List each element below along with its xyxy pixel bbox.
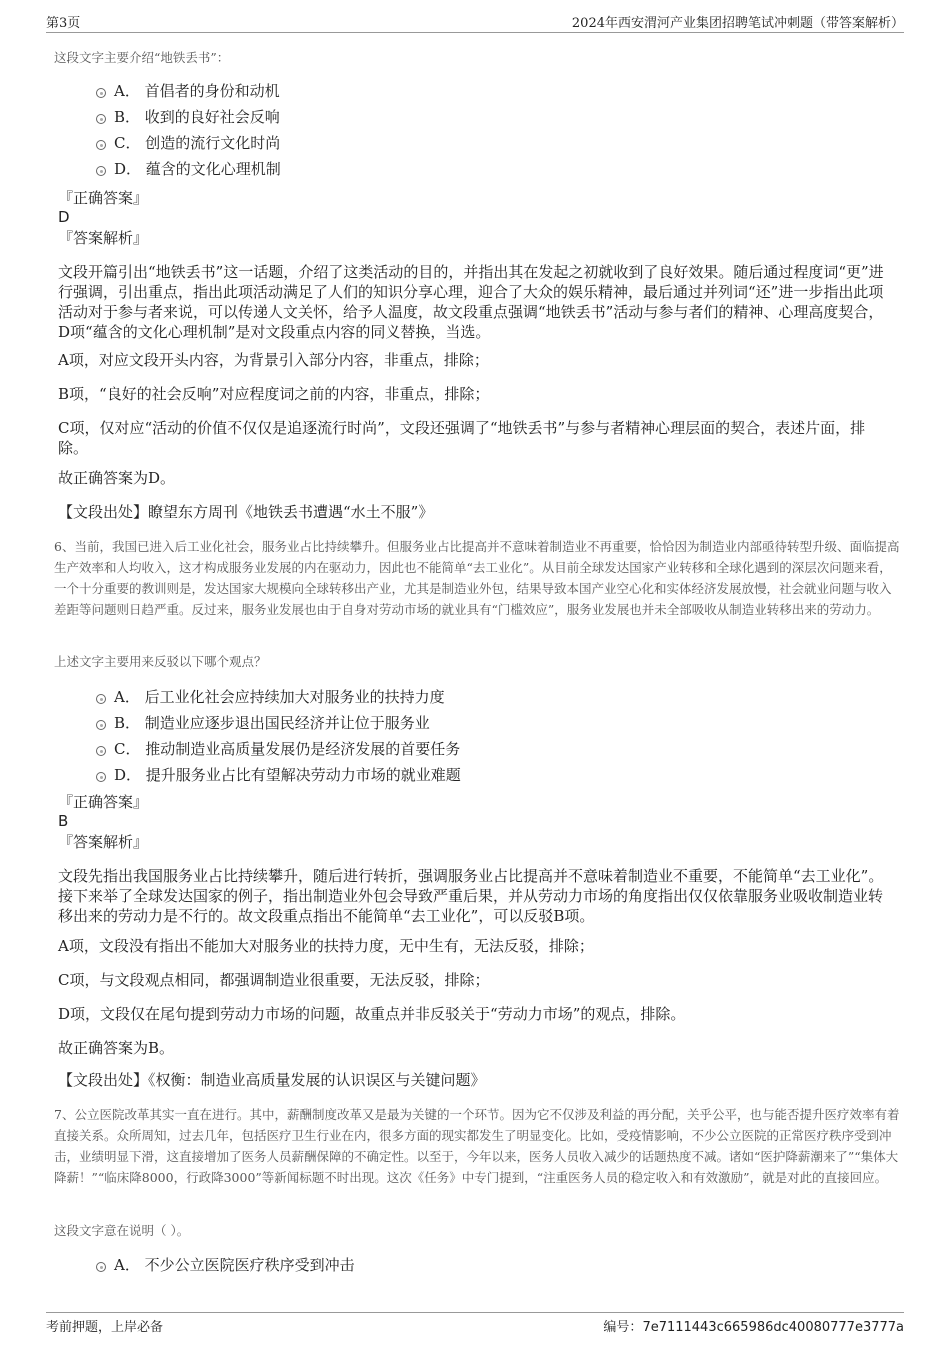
page-number: 第3页 [46, 16, 81, 31]
q5-option-d[interactable]: D． 蕴含的文化心理机制 [96, 156, 796, 182]
q6-conclusion: 故正确答案为B。 [58, 1039, 175, 1057]
code-value: 7e7111443c665986dc40080777e3777a [642, 1320, 904, 1335]
footer-slogan: 考前押题，上岸必备 [46, 1320, 164, 1335]
q6-analysis-main: 文段先指出我国服务业占比持续攀升，随后进行转折，强调服务业占比提高并不意味着制造业不重要，不能简单“去工业化”。接下来举了全球发达国家的例子，指出制造业外包会导致严重后果，并从劳动力市场的角度指出仅仅依靠服务业吸收制造业转移出来的劳动力是不行的。故文段重点指出不能简单“去工业化”，可以反驳B项。 [58, 867, 884, 925]
q5-option-c[interactable]: C． 创造的流行文化时尚 [96, 130, 796, 156]
code-label: 编号： [603, 1320, 643, 1335]
q6-analysis-label: 『答案解析』 [58, 833, 149, 851]
q5-answer-label: 『正确答案』 [58, 189, 149, 207]
q6-option-c[interactable]: C． 推动制造业高质量发展仍是经济发展的首要任务 [96, 736, 796, 762]
q5-option-a[interactable]: A． 首倡者的身份和动机 [96, 78, 796, 104]
q6-stem: 上述文字主要用来反驳以下哪个观点？ [54, 654, 267, 669]
q6-analysis-d: D项，文段仅在尾句提到劳动力市场的问题，故重点并非反驳关于“劳动力市场”的观点，排除。 [58, 1005, 686, 1023]
q6-option-a[interactable]: A． 后工业化社会应持续加大对服务业的扶持力度 [96, 684, 796, 710]
document-code [603, 1316, 904, 1335]
q7-option-a[interactable]: A． 不少公立医院医疗秩序受到冲击 [96, 1252, 796, 1278]
q5-analysis-main: 文段开篇引出“地铁丢书”这一话题，介绍了这类活动的目的，并指出其在发起之初就收到了良好效果。随后通过程度词“更”进行强调，引出重点，指出此项活动满足了人们的知识分享心理，迎合了大众的娱乐精神，最后通过并列词“还”进一步指出此项活动对于参与者来说，可以传递人文关怀，给予人温度，故文段重点强调“地铁丢书”活动与参与者们的精神、心理高度契合，D项“蕴含的文化心理机制”是对文段重点内容的同义替换，当选。 [58, 263, 884, 341]
radio-icon[interactable] [96, 1262, 106, 1272]
q5-analysis-label: 『答案解析』 [58, 229, 149, 247]
q5-analysis-b: B项，“良好的社会反响”对应程度词之前的内容，非重点，排除； [58, 385, 490, 403]
radio-icon[interactable] [96, 166, 106, 176]
q6-source: 【文段出处】《权衡：制造业高质量发展的认识误区与关键问题》 [58, 1071, 486, 1089]
radio-icon[interactable] [96, 88, 106, 98]
q7-stem: 这段文字意在说明（ ）。 [54, 1223, 190, 1238]
radio-icon[interactable] [96, 720, 106, 730]
q5-analysis-c: C项，仅对应“活动的价值不仅仅是追逐流行时尚”，文段还强调了“地铁丢书”与参与者精神心理层面的契合，表述片面，排除。 [58, 419, 866, 457]
q6-answer-label: 『正确答案』 [58, 793, 149, 811]
q7-options [96, 1252, 796, 1278]
page-header [46, 12, 904, 33]
radio-icon[interactable] [96, 140, 106, 150]
radio-icon[interactable] [96, 694, 106, 704]
radio-icon[interactable] [96, 772, 106, 782]
q5-stem: 这段文字主要介绍“地铁丢书”： [54, 50, 230, 65]
q5-options [96, 78, 796, 182]
document-title: 2024年西安渭河产业集团招聘笔试冲刺题（带答案解析） [571, 16, 904, 31]
q5-source: 【文段出处】瞭望东方周刊《地铁丢书遭遇“水土不服”》 [58, 503, 434, 521]
q5-analysis-a: A项，对应文段开头内容，为背景引入部分内容，非重点，排除； [58, 351, 489, 369]
q5-conclusion: 故正确答案为D。 [58, 469, 176, 487]
radio-icon[interactable] [96, 746, 106, 756]
q6-passage: 6、当前，我国已进入后工业化社会，服务业占比持续攀升。但服务业占比提高并不意味着制造业不再重要，恰恰因为制造业内部亟待转型升级、面临提高生产效率和人均收入，这才构成服务业发展的内在驱动力，因此也不能简单“去工业化”。从目前全球发达国家产业转移和全球化遇到的深层次问题来看，一个十分重要的教训则是，发达国家大规模向全球转移出产业，尤其是制造业外包，结果导致本国产业空心化和实体经济发展放慢，社会就业问题与收入差距等问题则日趋严重。反过来，服务业发展也由于自身对劳动市场的就业具有“门槛效应”，服务业发展也并未全部吸收从制造业转移出来的劳动力。 [54, 539, 900, 617]
q6-option-b[interactable]: B． 制造业应逐步退出国民经济并让位于服务业 [96, 710, 796, 736]
q6-option-d[interactable]: D． 提升服务业占比有望解决劳动力市场的就业难题 [96, 762, 796, 788]
q6-options [96, 684, 796, 788]
q7-passage: 7、公立医院改革其实一直在进行。其中，薪酬制度改革又是最为关键的一个环节。因为它不仅涉及利益的再分配，关乎公平，也与能否提升医疗效率有着直接关系。众所周知，过去几年，包括医疗卫生行业在内，很多方面的现实都发生了明显变化。比如，受疫情影响，不少公立医院的正常医疗秩序受到冲击，业绩明显下滑，这直接增加了医务人员薪酬保障的不确定性。以至于，今年以来，医务人员收入减少的话题热度不减。诸如“医护降薪潮来了”“集体大降薪！”“临床降8000，行政降3000”等新闻标题不时出现。这次《任务》中专门提到，“注重医务人员的稳定收入和有效激励”，就是对此的直接回应。 [54, 1107, 900, 1185]
q5-option-b[interactable]: B． 收到的良好社会反响 [96, 104, 796, 130]
q6-analysis-a: A项，文段没有指出不能加大对服务业的扶持力度，无中生有，无法反驳，排除； [58, 937, 594, 955]
page-footer [46, 1312, 904, 1337]
radio-icon[interactable] [96, 114, 106, 124]
q6-analysis-c: C项，与文段观点相同，都强调制造业很重要，无法反驳，排除； [58, 971, 490, 989]
q6-answer: B [58, 812, 69, 830]
q5-answer: D [58, 208, 70, 226]
